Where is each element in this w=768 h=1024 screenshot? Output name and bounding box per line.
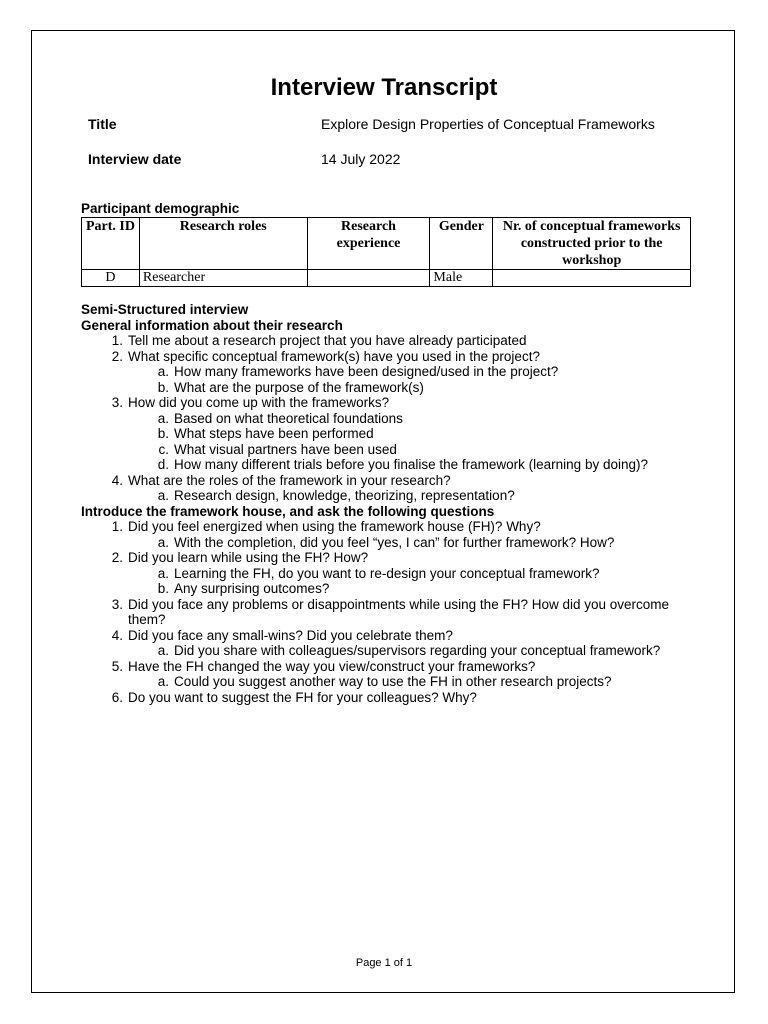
- question-item: [81, 628, 701, 644]
- question-number: 5.: [111, 658, 123, 674]
- demographic-heading: Participant demographic: [81, 201, 240, 216]
- cell-part-id: D: [82, 270, 140, 287]
- sub-question-text: Did you share with colleagues/supervisors regarding your conceptual framework?: [174, 643, 661, 658]
- question-text: Did you learn while using the FH? How?: [128, 550, 369, 565]
- question-text: Did you face any small-wins? Did you celebrate them?: [128, 627, 453, 643]
- sub-question-item: [81, 380, 701, 396]
- question-number: 3.: [111, 596, 123, 612]
- sub-question-item: [81, 674, 701, 690]
- sub-question-item: [81, 364, 701, 380]
- sub-question-letter: a.: [157, 364, 169, 379]
- question-item: [81, 597, 701, 628]
- question-item: [81, 519, 701, 535]
- sub-question-item: [81, 535, 701, 551]
- sub-question-text: Based on what theoretical foundations: [174, 410, 403, 426]
- question-number: 6.: [111, 689, 123, 705]
- sub-question-letter: a.: [157, 674, 169, 689]
- sub-question-text: How many different trials before you finalise the framework (learning by doing)?: [174, 457, 648, 472]
- section-heading: Introduce the framework house, and ask the following questions: [81, 503, 495, 519]
- sub-question-text: What visual partners have been used: [174, 441, 397, 457]
- question-text: Did you face any problems or disappointments while using the FH? How did you overcome them?: [128, 596, 670, 627]
- question-text: Tell me about a research project that you have already participated: [128, 333, 527, 348]
- question-text: What are the roles of the framework in your research?: [128, 472, 451, 488]
- question-text: What specific conceptual framework(s) have you used in the project?: [128, 348, 540, 364]
- header-gender: Gender: [430, 218, 493, 270]
- meta-date-label: Interview date: [88, 151, 182, 167]
- sub-question-item: [81, 457, 701, 473]
- question-number: 3.: [111, 395, 123, 410]
- sub-question-item: [81, 426, 701, 442]
- question-item: [81, 473, 701, 489]
- sub-question-text: Any surprising outcomes?: [174, 581, 330, 596]
- sub-question-item: [81, 581, 701, 597]
- sub-question-text: Learning the FH, do you want to re-design your conceptual framework?: [174, 565, 600, 581]
- page-footer: Page 1 of 1: [355, 957, 413, 969]
- header-research-roles: Research roles: [139, 218, 307, 270]
- sub-question-letter: a.: [157, 643, 169, 658]
- sub-question-letter: a.: [157, 534, 169, 550]
- sub-question-text: What steps have been performed: [174, 426, 374, 441]
- sub-question-letter: c.: [158, 441, 169, 457]
- sub-question-text: What are the purpose of the framework(s): [174, 379, 424, 395]
- sub-question-letter: b.: [157, 379, 169, 395]
- cell-gender: Male: [430, 270, 493, 287]
- table-header-row: [82, 218, 691, 270]
- interview-section: [81, 302, 701, 705]
- question-number: 2.: [111, 348, 123, 364]
- question-text: Have the FH changed the way you view/construct your frameworks?: [128, 658, 536, 674]
- table-row: [82, 270, 691, 287]
- sub-question-letter: a.: [157, 565, 169, 581]
- document-title: Interview Transcript: [270, 74, 498, 101]
- question-text: Did you feel energized when using the framework house (FH)? Why?: [128, 519, 541, 534]
- sub-question-text: Could you suggest another way to use the FH in other research projects?: [174, 674, 612, 689]
- sub-question-item: [81, 566, 701, 582]
- cell-research-role: Researcher: [139, 270, 307, 287]
- header-nr-frameworks: Nr. of conceptual frameworks constructed prior to the workshop: [493, 218, 691, 270]
- question-number: 1.: [111, 519, 123, 534]
- header-research-experience: Research experience: [307, 218, 430, 270]
- sub-question-letter: a.: [157, 410, 169, 426]
- sub-question-item: [81, 442, 701, 458]
- section-heading: General information about their research: [81, 317, 343, 333]
- interview-heading: Semi-Structured interview: [81, 302, 249, 317]
- sub-question-letter: d.: [157, 457, 169, 472]
- meta-title-label: Title: [88, 116, 117, 132]
- question-number: 2.: [111, 550, 123, 565]
- question-item: [81, 550, 701, 566]
- demographic-table: [81, 217, 691, 287]
- cell-nr-frameworks: [493, 270, 691, 287]
- question-number: 4.: [111, 627, 123, 643]
- sub-question-text: How many frameworks have been designed/used in the project?: [174, 364, 559, 379]
- question-text: Do you want to suggest the FH for your colleagues? Why?: [128, 689, 477, 705]
- question-item: [81, 659, 701, 675]
- sub-question-letter: b.: [157, 581, 169, 596]
- sub-question-item: [81, 643, 701, 659]
- question-item: [81, 349, 701, 365]
- question-item: [81, 395, 701, 411]
- sub-question-text: Research design, knowledge, theorizing, representation?: [174, 488, 515, 503]
- question-item: [81, 333, 701, 349]
- sub-question-item: [81, 411, 701, 427]
- sub-question-letter: a.: [157, 488, 169, 503]
- sub-question-text: With the completion, did you feel “yes, I can” for further framework? How?: [174, 534, 615, 550]
- question-item: [81, 690, 701, 706]
- question-number: 1.: [111, 333, 123, 348]
- sub-question-item: [81, 488, 701, 504]
- meta-title-value: Explore Design Properties of Conceptual Frameworks: [321, 116, 655, 132]
- question-text: How did you come up with the frameworks?: [128, 395, 390, 410]
- cell-research-experience: [307, 270, 430, 287]
- header-part-id: Part. ID: [82, 218, 140, 270]
- question-sections: [81, 318, 701, 706]
- meta-date-value: 14 July 2022: [321, 151, 401, 167]
- sub-question-letter: b.: [157, 426, 169, 441]
- question-number: 4.: [111, 472, 123, 488]
